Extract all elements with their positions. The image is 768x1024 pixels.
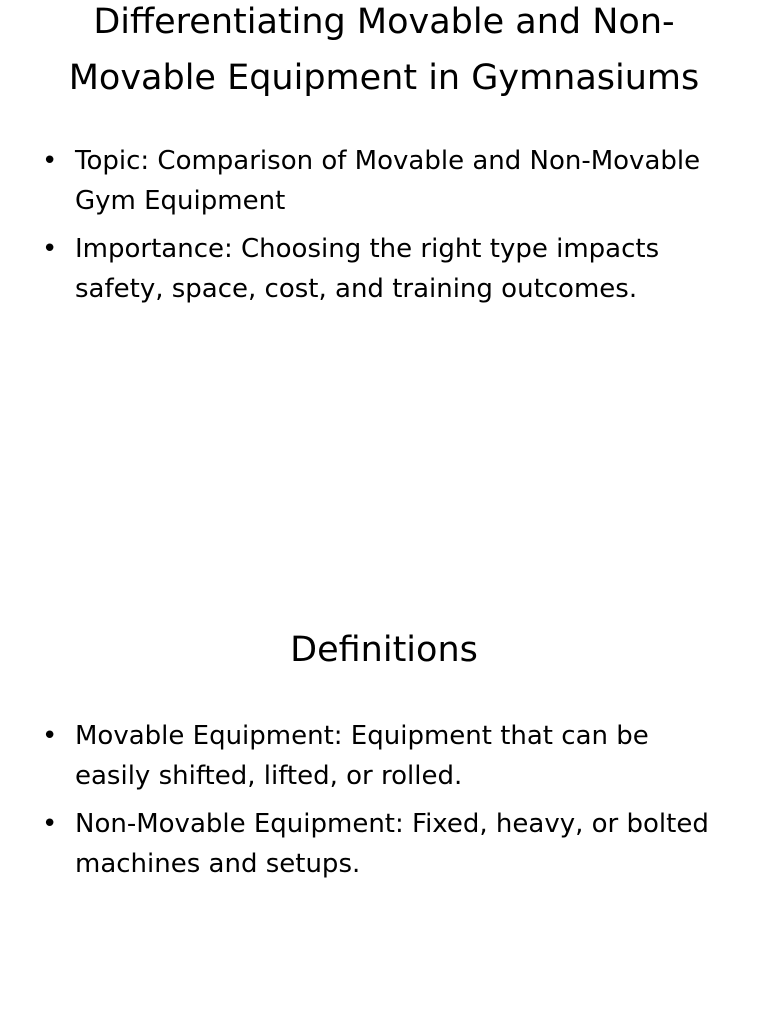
bullet-list — [40, 141, 710, 317]
bullet-text: Movable Equipment: Equipment that can be easily shifted, lifted, or rolled. — [75, 721, 649, 791]
bullet-item-topic — [40, 141, 710, 221]
bullet-item-movable — [40, 716, 710, 796]
slide-title: Differentiating Movable and Non-Movable Equipment in Gymnasiums — [68, 2, 700, 98]
bullet-item-importance — [40, 229, 710, 309]
bullet-icon: • — [42, 721, 58, 751]
slide-definitions — [0, 576, 768, 1024]
bullet-item-non-movable — [40, 804, 710, 884]
bullet-icon: • — [42, 234, 58, 264]
bullet-icon: • — [42, 809, 58, 839]
bullet-text: Topic: Comparison of Movable and Non-Movable Gym Equipment — [75, 146, 701, 216]
bullet-list — [40, 716, 710, 892]
bullet-text: Importance: Choosing the right type impacts safety, space, cost, and training outcomes. — [75, 234, 660, 304]
slide-title: Definitions — [290, 630, 478, 670]
bullet-text: Non-Movable Equipment: Fixed, heavy, or bolted machines and setups. — [75, 809, 709, 879]
bullet-icon: • — [42, 146, 58, 176]
